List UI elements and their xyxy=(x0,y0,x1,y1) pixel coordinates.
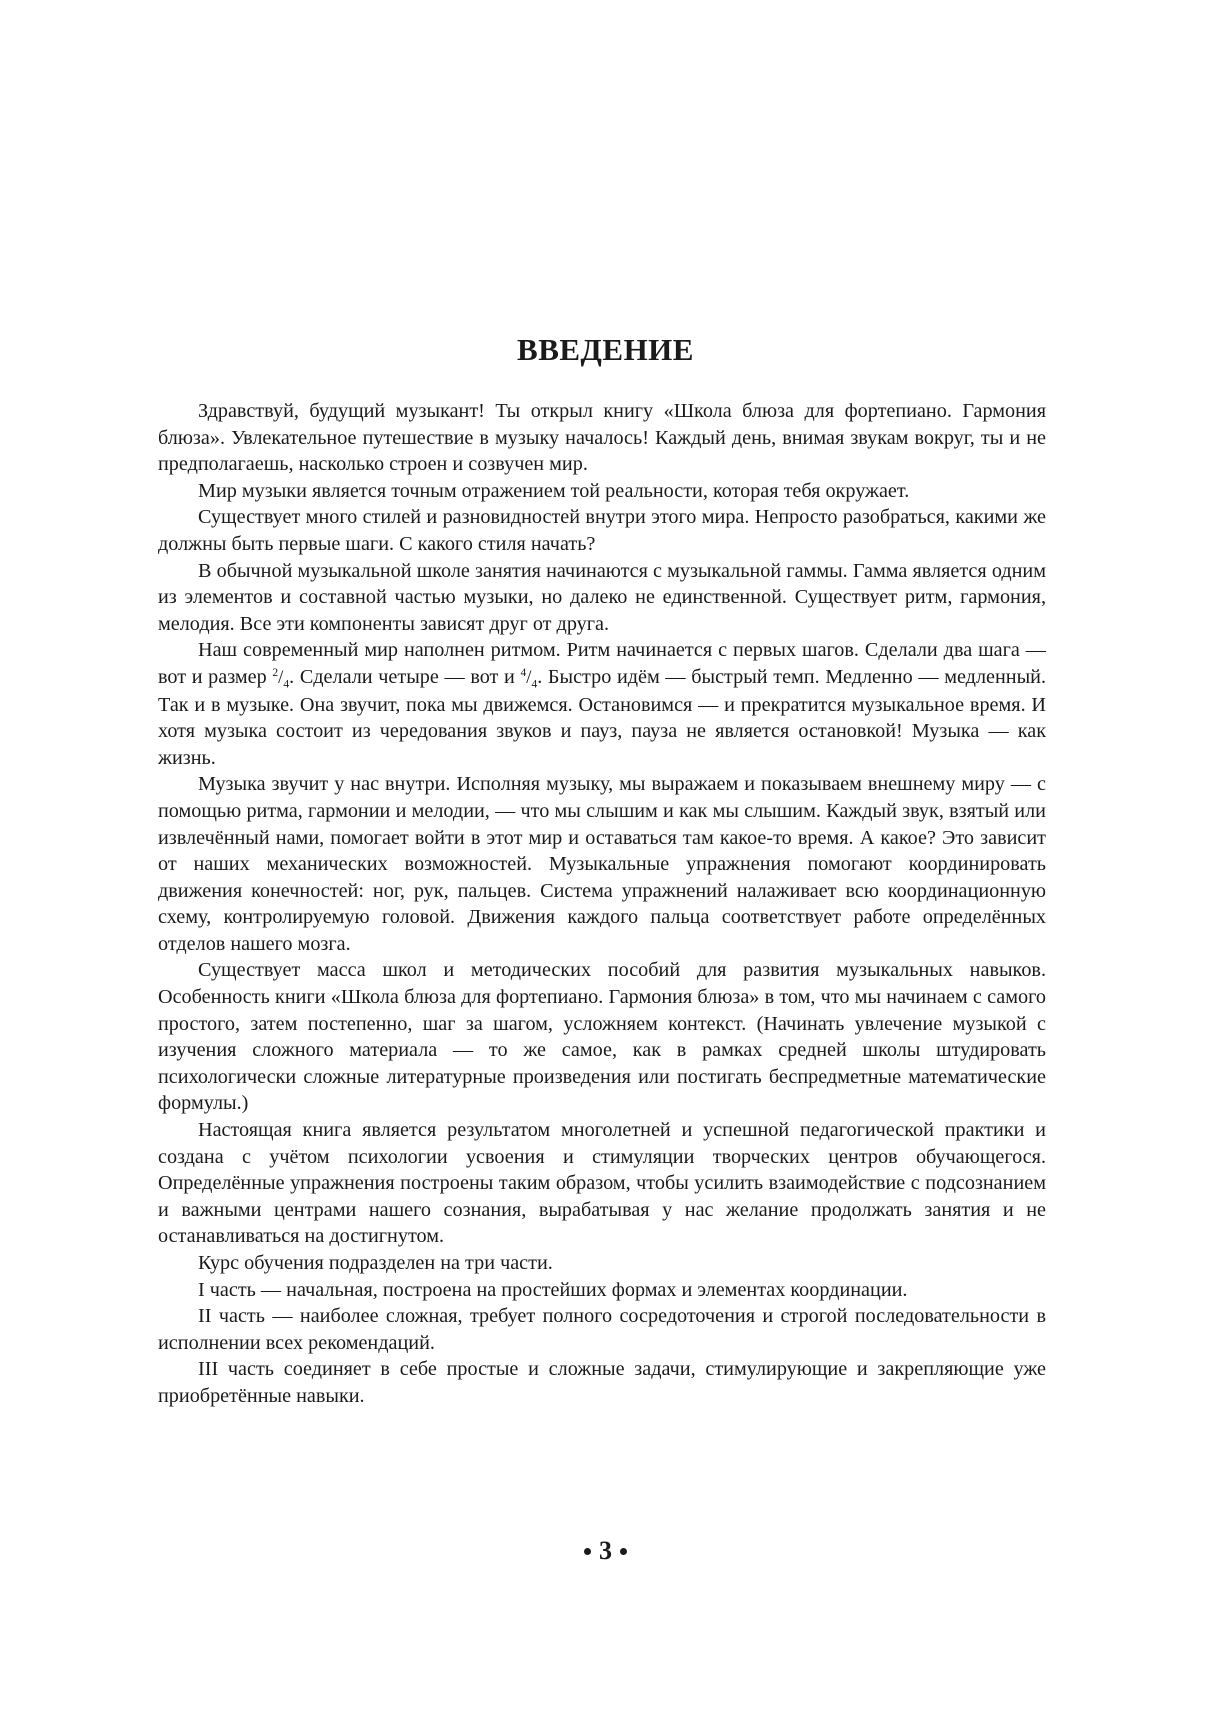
paragraph-music-inside: Музыка звучит у нас внутри. Исполняя музыку, мы выражаем и показываем внешнему миру — с помощью ритма, гармонии и мелодии, — что мы слышим и как мы слышим. Каждый звук, взятый или извлечённый нами, помогает войти в этот мир и оставаться там какое-то время. А какое? Это зависит от наших механических возможностей. Музыкальные упражнения помогают координировать движения конечностей: ног, рук, пальцев. Система упражнений налаживает всю координационную схему, контролируемую головой. Движения каждого пальца соответствует работе определённых отделов нашего мозга. xyxy=(158,773,1046,955)
time-signature-four-four: $^4/_4$ xyxy=(520,666,538,691)
chapter-title: ВВЕДЕНИЕ xyxy=(517,332,694,367)
paragraph-greeting: Здравствуй, будущий музыкант! Ты открыл книгу «Школа блюза для фортепиано. Гармония блюза». Увлекательное путешествие в музыку началось! Каждый день, внимая звукам вокруг, ты и не предполагаешь, насколько строен и созвучен мир. xyxy=(158,400,1046,476)
fraction-numerator: 4 xyxy=(520,666,527,679)
paragraph-this-book: Настоящая книга является результатом многолетней и успешной педагогической практики и создана с учётом психологии усвоения и стимуляции творческих центров обучающегося. Определённые упражнения построены таким образом, чтобы усилить взаимодействие с подсознанием и важными центрами нашего сознания, вырабатывая у нас желание продолжать занятия и не останавливаться на достигнутом. xyxy=(158,1119,1046,1248)
paragraph-styles: Существует много стилей и разновидностей внутри этого мира. Непросто разобраться, какими же должны быть первые шаги. С какого стиля начать? xyxy=(158,506,1046,555)
paragraph-part-three: III часть соединяет в себе простые и сложные задачи, стимулирующие и закрепляющие уже приобретённые навыки. xyxy=(158,1358,1046,1407)
rhythm-text-part-2: . Сделали четыре — вот и xyxy=(289,665,521,688)
time-signature-two-four: $^2/_4$ xyxy=(272,666,290,691)
paragraph-world-of-music: Мир музыки является точным отражением той реальности, которая тебя окружает. xyxy=(198,479,910,502)
fraction-numerator: 2 xyxy=(272,666,279,679)
paragraph-music-school: В обычной музыкальной школе занятия начинаются с музыкальной гаммы. Гамма является одним из элементов и составной частью музыки, но далеко не единственной. Существует ритм, гармония, мелодия. Все эти компоненты зависят друг от друга. xyxy=(158,559,1046,635)
paragraph-rhythm xyxy=(158,637,1046,771)
fraction-denominator: 4 xyxy=(283,678,290,691)
rhythm-text-part-3: . Быстро идём — быстрый темп. Медленно — медленный. Так и в музыке. Она звучит, пока мы движемся. Остановимся — и прекратится музыкальное время. И хотя музыка состоит из чередования звуков и пауз, пауза не является остановкой! Музыка — как жизнь. xyxy=(158,665,1047,769)
body-text xyxy=(158,398,1046,1410)
paragraph-schools: Существует масса школ и методических пособий для развития музыкальных навыков. Особенность книги «Школа блюза для фортепиано. Гармония блюза» в том, что мы начинаем с самого простого, затем постепенно, шаг за шагом, усложняем контекст. (Начинать увлечение музыкой с изучения сложного материала — то же самое, как в рамках средней школы штудировать психологически сложные литературные произведения или постигать беспредметные математические формулы.) xyxy=(158,959,1046,1115)
bullet-dot-icon xyxy=(584,1548,591,1555)
fraction-denominator: 4 xyxy=(531,678,538,691)
rhythm-text-part-1: Наш современный мир наполнен ритмом. Ритм начинается с первых шагов. Сделали два шага — вот и размер xyxy=(158,639,1046,688)
bullet-dot-icon xyxy=(620,1548,627,1555)
paragraph-part-one: I часть — начальная, построена на простейших формах и элементах координации. xyxy=(198,1278,908,1301)
page-number-value: 3 xyxy=(599,1536,612,1565)
paragraph-part-two: II часть — наиболее сложная, требует полного сосредоточения и строгой последовательности в исполнении всех рекомендаций. xyxy=(158,1305,1046,1354)
paragraph-course-parts: Курс обучения подразделен на три части. xyxy=(198,1252,553,1274)
page-number xyxy=(0,1536,1211,1566)
